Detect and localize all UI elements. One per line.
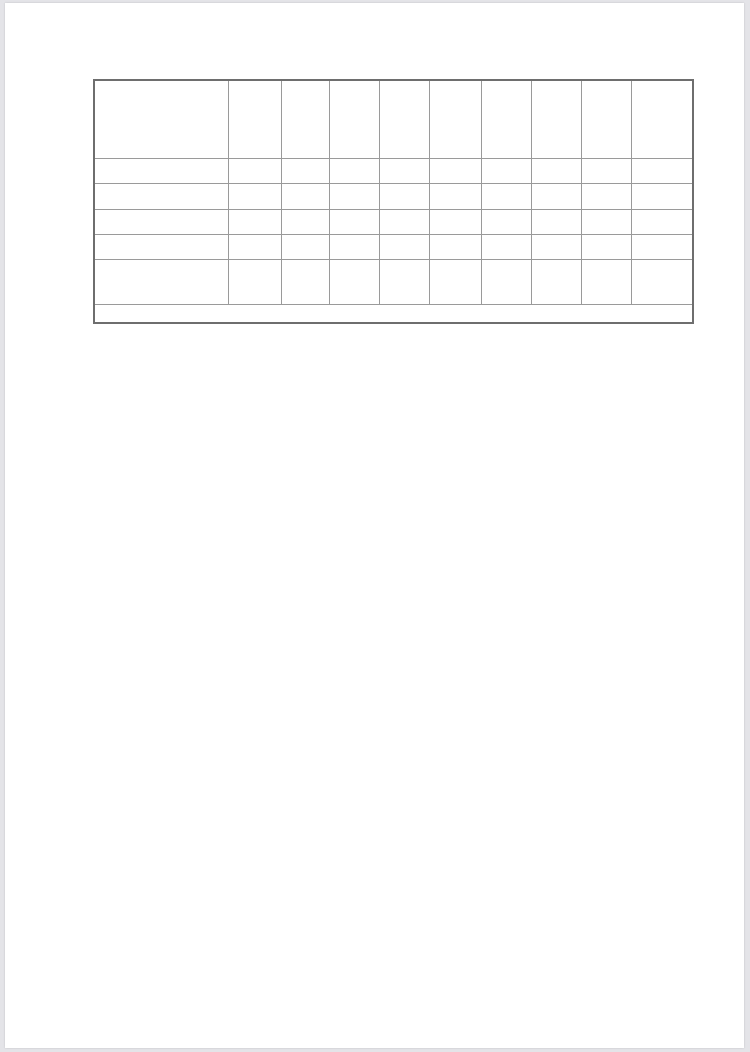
cell (281, 183, 329, 209)
cell (228, 158, 281, 183)
column-header (631, 80, 693, 158)
column-header (281, 80, 329, 158)
cell (631, 234, 693, 259)
cell (329, 183, 379, 209)
cell (379, 158, 429, 183)
cell (581, 234, 631, 259)
paragraph (93, 390, 693, 413)
cell (429, 234, 481, 259)
column-header (379, 80, 429, 158)
cell (581, 158, 631, 183)
cell (329, 209, 379, 234)
cell (581, 183, 631, 209)
cell (379, 259, 429, 304)
paragraph (93, 451, 693, 474)
table-row-total-eu (94, 259, 693, 304)
cell (481, 183, 531, 209)
row-label (94, 209, 228, 234)
cell (379, 209, 429, 234)
column-header (531, 80, 581, 158)
table-row (94, 183, 693, 209)
paragraph (93, 327, 693, 350)
cell (631, 259, 693, 304)
cell (379, 234, 429, 259)
cell (281, 158, 329, 183)
table-footnote-row (94, 304, 693, 323)
cell (481, 259, 531, 304)
column-header (228, 80, 281, 158)
cell (429, 259, 481, 304)
table-header-row (94, 80, 693, 158)
cell (429, 183, 481, 209)
cell (228, 234, 281, 259)
row-label (94, 234, 228, 259)
paragraph (93, 510, 693, 533)
cell (228, 183, 281, 209)
column-header (329, 80, 379, 158)
cell (329, 234, 379, 259)
header-empty (94, 80, 228, 158)
table-row (94, 158, 693, 183)
cell (531, 183, 581, 209)
cell (429, 158, 481, 183)
cell (581, 259, 631, 304)
cell (429, 209, 481, 234)
cell (631, 158, 693, 183)
cell (531, 158, 581, 183)
cell (281, 234, 329, 259)
cell (281, 209, 329, 234)
cell (481, 234, 531, 259)
cell (631, 183, 693, 209)
eu-food-price-table-continued (93, 79, 694, 324)
row-label (94, 183, 228, 209)
cell (281, 259, 329, 304)
cell (631, 209, 693, 234)
cell (531, 234, 581, 259)
row-label (94, 259, 228, 304)
cell (228, 259, 281, 304)
cell (379, 183, 429, 209)
table-row (94, 209, 693, 234)
cell (581, 209, 631, 234)
column-header (581, 80, 631, 158)
table-footnote (94, 304, 693, 323)
cell (481, 158, 531, 183)
column-header (481, 80, 531, 158)
cell (531, 259, 581, 304)
column-header (429, 80, 481, 158)
table-row (94, 234, 693, 259)
cell (481, 209, 531, 234)
cell (228, 209, 281, 234)
row-label (94, 158, 228, 183)
cell (531, 209, 581, 234)
cell (329, 158, 379, 183)
cell (329, 259, 379, 304)
